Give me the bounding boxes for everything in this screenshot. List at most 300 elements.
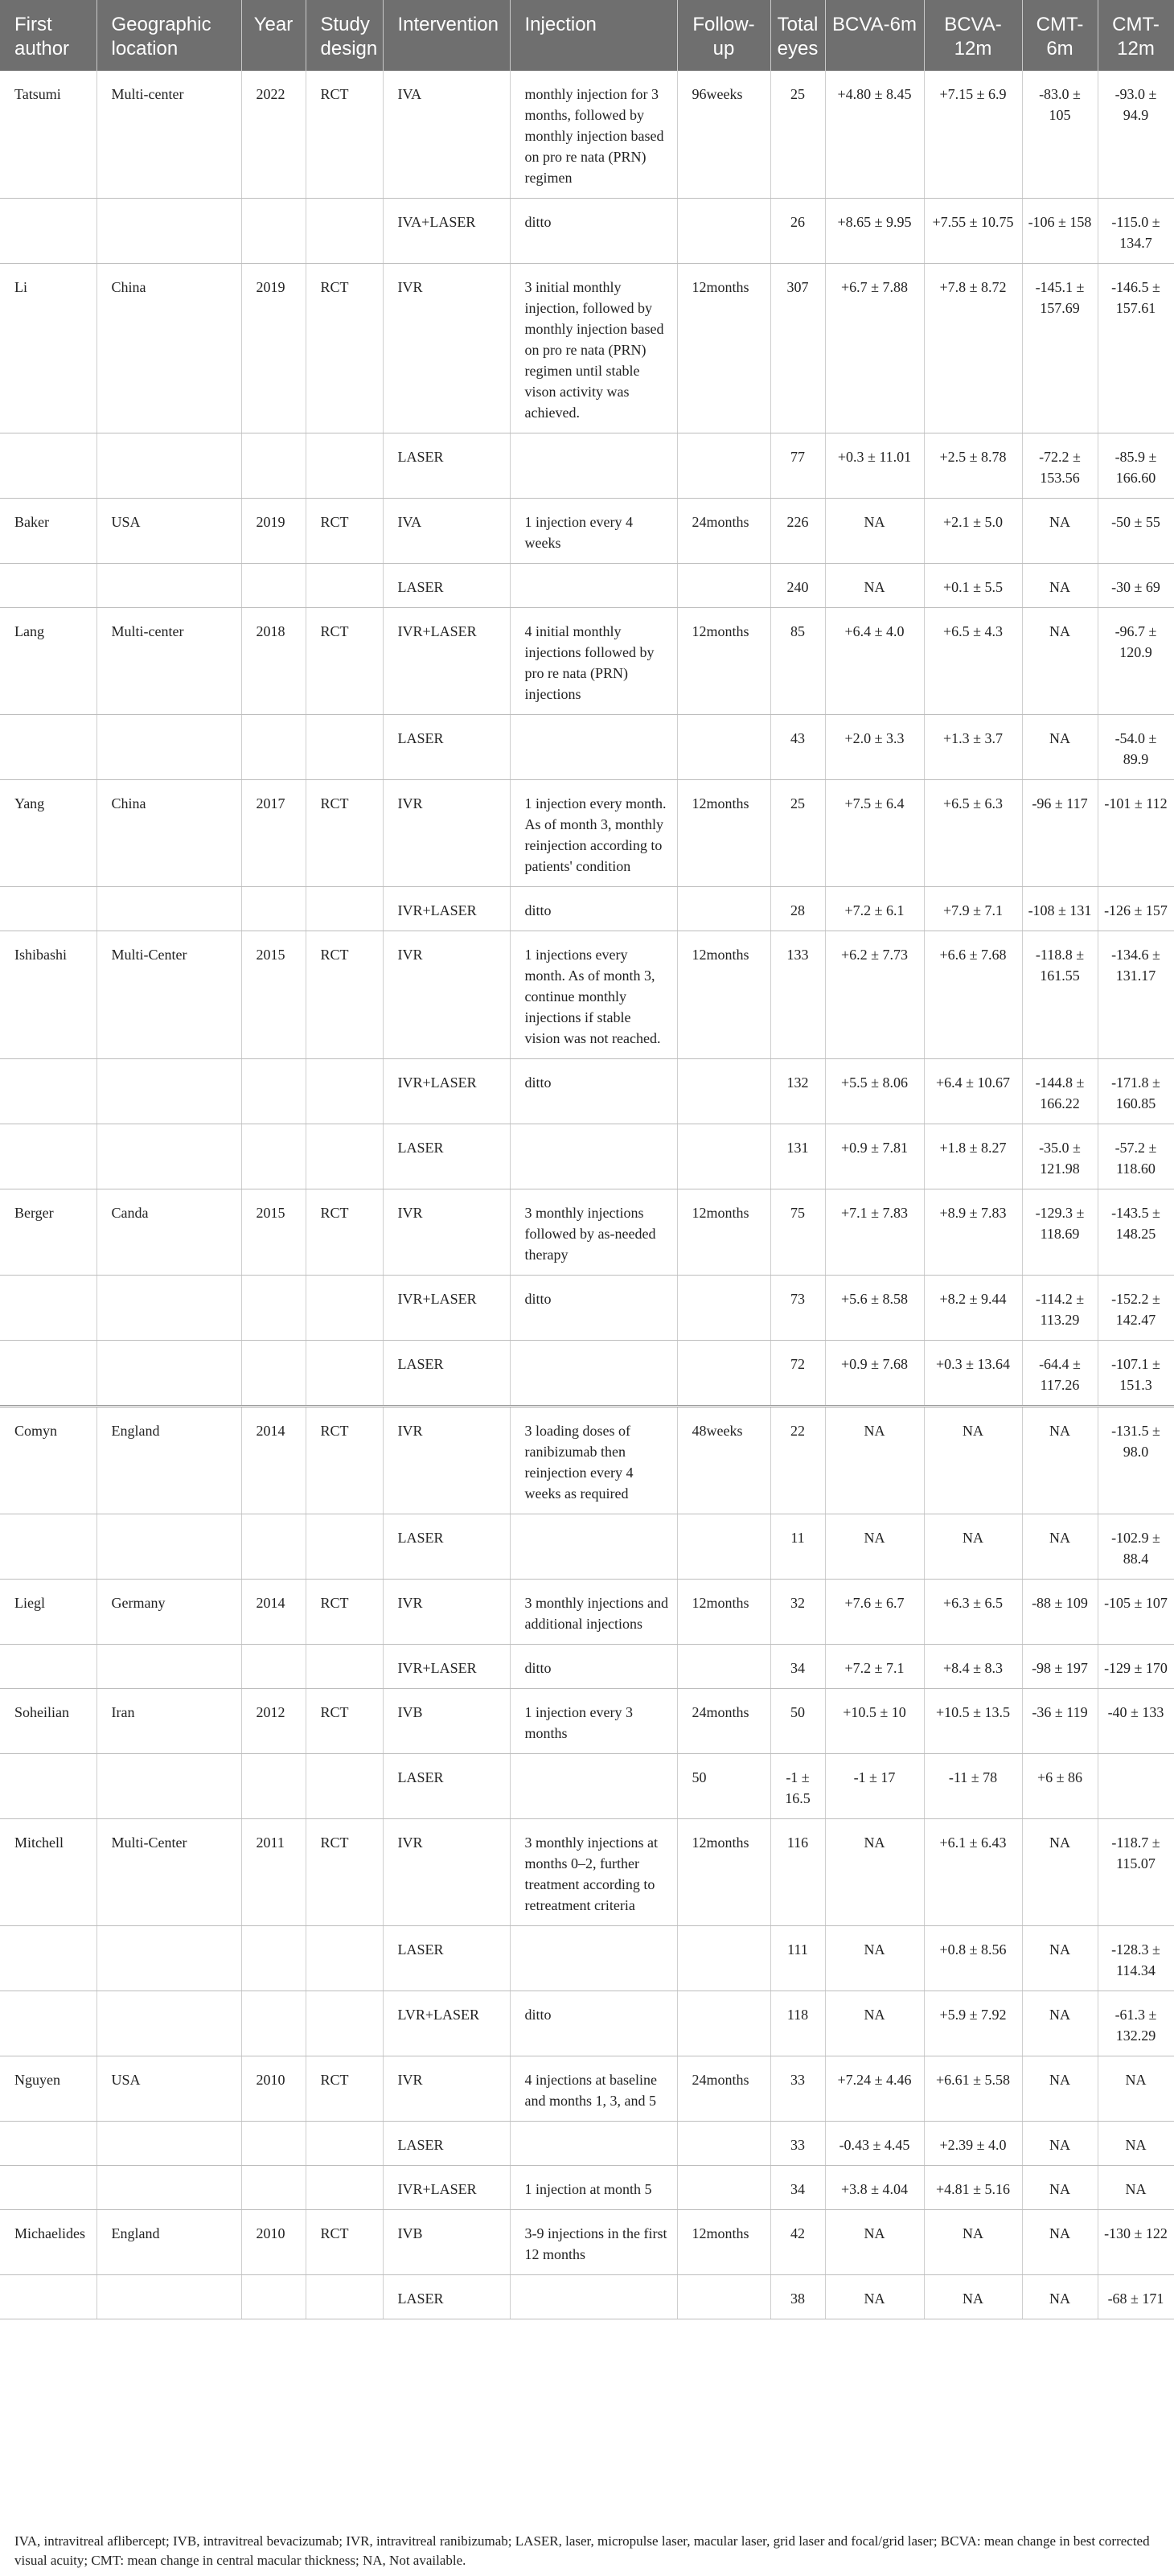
- cell-intervention: IVA: [383, 71, 510, 199]
- cell-design: RCT: [306, 1580, 383, 1645]
- cell-cmt12: -102.9 ± 88.4: [1098, 1514, 1174, 1580]
- cell-year: 2014: [241, 1580, 306, 1645]
- cell-injection: ditto: [510, 1276, 677, 1341]
- cell-year: [241, 715, 306, 780]
- cell-bcva12: +0.1 ± 5.5: [924, 564, 1022, 608]
- cell-cmt6: -129.3 ± 118.69: [1022, 1189, 1098, 1276]
- cell-eyes: 38: [770, 2275, 825, 2319]
- cell-injection: [510, 1341, 677, 1407]
- cell-bcva6: NA: [825, 1991, 924, 2056]
- cell-followup: [677, 1276, 770, 1341]
- cell-location: [96, 564, 241, 608]
- cell-year: [241, 433, 306, 499]
- cell-author: [0, 1059, 96, 1124]
- cell-eyes: 22: [770, 1407, 825, 1514]
- cell-cmt6: NA: [1022, 2056, 1098, 2122]
- cell-bcva6: +4.80 ± 8.45: [825, 71, 924, 199]
- cell-location: [96, 433, 241, 499]
- cell-bcva12: +0.3 ± 13.64: [924, 1341, 1022, 1407]
- cell-bcva12: +7.15 ± 6.9: [924, 71, 1022, 199]
- table-row: [0, 931, 1174, 1059]
- cell-location: USA: [96, 2056, 241, 2122]
- cell-year: [241, 1754, 306, 1819]
- cell-design: [306, 2275, 383, 2319]
- cell-eyes: 240: [770, 564, 825, 608]
- cell-eyes: 73: [770, 1276, 825, 1341]
- cell-bcva6: +8.65 ± 9.95: [825, 199, 924, 264]
- cell-year: 2019: [241, 264, 306, 433]
- cell-followup: 50: [677, 1754, 770, 1819]
- cell-cmt12: -30 ± 69: [1098, 564, 1174, 608]
- cell-cmt12: -131.5 ± 98.0: [1098, 1407, 1174, 1514]
- cell-injection: 3 monthly injections and additional injections: [510, 1580, 677, 1645]
- cell-bcva6: +6.4 ± 4.0: [825, 608, 924, 715]
- cell-author: Baker: [0, 499, 96, 564]
- cell-bcva6: NA: [825, 1819, 924, 1926]
- cell-followup: [677, 1926, 770, 1991]
- cell-location: [96, 1514, 241, 1580]
- cell-cmt12: -93.0 ± 94.9: [1098, 71, 1174, 199]
- cell-bcva12: +6.61 ± 5.58: [924, 2056, 1022, 2122]
- cell-author: Mitchell: [0, 1819, 96, 1926]
- cell-cmt6: -145.1 ± 157.69: [1022, 264, 1098, 433]
- cell-bcva12: +2.1 ± 5.0: [924, 499, 1022, 564]
- cell-cmt6: NA: [1022, 2122, 1098, 2166]
- table-row: [0, 715, 1174, 780]
- cell-cmt6: NA: [1022, 1407, 1098, 1514]
- cell-year: [241, 199, 306, 264]
- table-row: [0, 780, 1174, 887]
- cell-cmt12: -68 ± 171: [1098, 2275, 1174, 2319]
- cell-bcva12: +8.9 ± 7.83: [924, 1189, 1022, 1276]
- cell-followup: [677, 199, 770, 264]
- cell-author: Li: [0, 264, 96, 433]
- table-row: [0, 499, 1174, 564]
- cell-bcva6: +7.2 ± 7.1: [825, 1645, 924, 1689]
- cell-cmt6: NA: [1022, 2275, 1098, 2319]
- cell-intervention: IVR: [383, 780, 510, 887]
- cell-design: [306, 2122, 383, 2166]
- cell-intervention: LASER: [383, 1341, 510, 1407]
- cell-design: RCT: [306, 1407, 383, 1514]
- cell-bcva12: +5.9 ± 7.92: [924, 1991, 1022, 2056]
- cell-location: Multi-center: [96, 71, 241, 199]
- cell-year: [241, 1514, 306, 1580]
- cell-year: 2019: [241, 499, 306, 564]
- cell-cmt6: NA: [1022, 608, 1098, 715]
- cell-author: Michaelides: [0, 2210, 96, 2275]
- cell-intervention: IVB: [383, 1689, 510, 1754]
- cell-year: [241, 887, 306, 931]
- cell-cmt12: -130 ± 122: [1098, 2210, 1174, 2275]
- cell-cmt6: NA: [1022, 1514, 1098, 1580]
- cell-cmt6: NA: [1022, 2210, 1098, 2275]
- column-header: BCVA-12m: [924, 0, 1022, 71]
- cell-bcva6: +7.5 ± 6.4: [825, 780, 924, 887]
- cell-followup: 24months: [677, 499, 770, 564]
- cell-followup: [677, 1341, 770, 1407]
- cell-year: [241, 2122, 306, 2166]
- cell-author: [0, 1514, 96, 1580]
- cell-design: RCT: [306, 71, 383, 199]
- cell-followup: [677, 2166, 770, 2210]
- cell-bcva6: NA: [825, 499, 924, 564]
- cell-bcva6: +7.24 ± 4.46: [825, 2056, 924, 2122]
- cell-injection: [510, 715, 677, 780]
- cell-bcva12: NA: [924, 1407, 1022, 1514]
- cell-injection: 1 injection every 4 weeks: [510, 499, 677, 564]
- cell-injection: 3 initial monthly injection, followed by monthly injection based on pro re nata (PRN) regimen until stable vison activity was achieved.: [510, 264, 677, 433]
- cell-author: [0, 1124, 96, 1189]
- table-row: [0, 433, 1174, 499]
- cell-location: [96, 1341, 241, 1407]
- cell-bcva6: +0.9 ± 7.68: [825, 1341, 924, 1407]
- cell-eyes: 226: [770, 499, 825, 564]
- cell-intervention: LASER: [383, 564, 510, 608]
- cell-bcva12: +6.5 ± 4.3: [924, 608, 1022, 715]
- cell-bcva6: +10.5 ± 10: [825, 1689, 924, 1754]
- cell-eyes: 26: [770, 199, 825, 264]
- cell-followup: [677, 564, 770, 608]
- cell-intervention: IVR: [383, 931, 510, 1059]
- cell-author: [0, 1926, 96, 1991]
- cell-design: [306, 1341, 383, 1407]
- cell-bcva6: NA: [825, 1926, 924, 1991]
- cell-design: [306, 433, 383, 499]
- cell-intervention: IVR+LASER: [383, 2166, 510, 2210]
- cell-eyes: 77: [770, 433, 825, 499]
- cell-year: 2011: [241, 1819, 306, 1926]
- cell-year: 2018: [241, 608, 306, 715]
- cell-bcva6: +2.0 ± 3.3: [825, 715, 924, 780]
- cell-author: [0, 1276, 96, 1341]
- cell-eyes: 85: [770, 608, 825, 715]
- cell-injection: 1 injection every 3 months: [510, 1689, 677, 1754]
- cell-cmt6: NA: [1022, 499, 1098, 564]
- cell-year: [241, 2166, 306, 2210]
- cell-cmt6: -106 ± 158: [1022, 199, 1098, 264]
- cell-cmt12: NA: [1098, 2122, 1174, 2166]
- cell-year: [241, 564, 306, 608]
- cell-intervention: LASER: [383, 1754, 510, 1819]
- cell-bcva12: -11 ± 78: [924, 1754, 1022, 1819]
- cell-bcva12: +2.5 ± 8.78: [924, 433, 1022, 499]
- cell-location: [96, 1926, 241, 1991]
- cell-bcva6: -1 ± 17: [825, 1754, 924, 1819]
- cell-location: [96, 1754, 241, 1819]
- cell-followup: 12months: [677, 780, 770, 887]
- cell-bcva6: +6.7 ± 7.88: [825, 264, 924, 433]
- cell-cmt6: -83.0 ± 105: [1022, 71, 1098, 199]
- table-row: [0, 1341, 1174, 1407]
- cell-bcva12: +10.5 ± 13.5: [924, 1689, 1022, 1754]
- cell-cmt12: -152.2 ± 142.47: [1098, 1276, 1174, 1341]
- cell-followup: 12months: [677, 608, 770, 715]
- cell-cmt6: -88 ± 109: [1022, 1580, 1098, 1645]
- cell-intervention: LASER: [383, 2122, 510, 2166]
- cell-author: Liegl: [0, 1580, 96, 1645]
- table-row: [0, 1189, 1174, 1276]
- cell-eyes: 42: [770, 2210, 825, 2275]
- cell-design: RCT: [306, 2056, 383, 2122]
- cell-injection: 3 loading doses of ranibizumab then reinjection every 4 weeks as required: [510, 1407, 677, 1514]
- cell-cmt6: -64.4 ± 117.26: [1022, 1341, 1098, 1407]
- cell-eyes: 43: [770, 715, 825, 780]
- cell-injection: monthly injection for 3 months, followed by monthly injection based on pro re nata (PRN) regimen: [510, 71, 677, 199]
- cell-eyes: 32: [770, 1580, 825, 1645]
- cell-location: [96, 1645, 241, 1689]
- cell-followup: [677, 1514, 770, 1580]
- cell-cmt6: NA: [1022, 2166, 1098, 2210]
- cell-author: [0, 2122, 96, 2166]
- cell-intervention: IVR: [383, 1407, 510, 1514]
- cell-injection: 3 monthly injections at months 0–2, further treatment according to retreatment criteria: [510, 1819, 677, 1926]
- cell-year: [241, 1124, 306, 1189]
- cell-intervention: IVR+LASER: [383, 608, 510, 715]
- cell-followup: [677, 887, 770, 931]
- table-row: [0, 1124, 1174, 1189]
- table-row: [0, 264, 1174, 433]
- cell-bcva6: +0.9 ± 7.81: [825, 1124, 924, 1189]
- cell-injection: 1 injections every month. As of month 3, continue monthly injections if stable vision was not reached.: [510, 931, 677, 1059]
- cell-location: Germany: [96, 1580, 241, 1645]
- cell-cmt6: -114.2 ± 113.29: [1022, 1276, 1098, 1341]
- table-row: [0, 1514, 1174, 1580]
- cell-author: [0, 2166, 96, 2210]
- cell-bcva12: +2.39 ± 4.0: [924, 2122, 1022, 2166]
- cell-cmt12: -96.7 ± 120.9: [1098, 608, 1174, 715]
- cell-author: [0, 1991, 96, 2056]
- cell-cmt12: -118.7 ± 115.07: [1098, 1819, 1174, 1926]
- cell-intervention: LASER: [383, 433, 510, 499]
- cell-year: 2012: [241, 1689, 306, 1754]
- cell-author: Soheilian: [0, 1689, 96, 1754]
- column-header: Year: [241, 0, 306, 71]
- cell-injection: ditto: [510, 887, 677, 931]
- column-header: Total eyes: [770, 0, 825, 71]
- cell-cmt12: -57.2 ± 118.60: [1098, 1124, 1174, 1189]
- column-header: Study design: [306, 0, 383, 71]
- table-row: [0, 1276, 1174, 1341]
- cell-design: [306, 2166, 383, 2210]
- cell-design: RCT: [306, 1689, 383, 1754]
- cell-eyes: 25: [770, 71, 825, 199]
- cell-eyes: 25: [770, 780, 825, 887]
- cell-eyes: 307: [770, 264, 825, 433]
- cell-eyes: 133: [770, 931, 825, 1059]
- column-header: CMT-12m: [1098, 0, 1174, 71]
- cell-location: Canda: [96, 1189, 241, 1276]
- cell-year: 2010: [241, 2056, 306, 2122]
- cell-injection: [510, 2275, 677, 2319]
- cell-followup: 12months: [677, 931, 770, 1059]
- cell-cmt12: -54.0 ± 89.9: [1098, 715, 1174, 780]
- cell-location: Iran: [96, 1689, 241, 1754]
- cell-cmt12: -134.6 ± 131.17: [1098, 931, 1174, 1059]
- cell-bcva6: NA: [825, 2275, 924, 2319]
- cell-eyes: 34: [770, 2166, 825, 2210]
- cell-location: [96, 2122, 241, 2166]
- cell-author: [0, 715, 96, 780]
- cell-location: China: [96, 264, 241, 433]
- cell-location: [96, 199, 241, 264]
- cell-cmt12: -143.5 ± 148.25: [1098, 1189, 1174, 1276]
- table-row: [0, 564, 1174, 608]
- cell-bcva6: +6.2 ± 7.73: [825, 931, 924, 1059]
- cell-author: [0, 1341, 96, 1407]
- cell-cmt6: -36 ± 119: [1022, 1689, 1098, 1754]
- cell-cmt12: -171.8 ± 160.85: [1098, 1059, 1174, 1124]
- cell-followup: 96weeks: [677, 71, 770, 199]
- cell-eyes: 11: [770, 1514, 825, 1580]
- cell-cmt6: NA: [1022, 1991, 1098, 2056]
- cell-design: [306, 1276, 383, 1341]
- cell-intervention: IVR+LASER: [383, 1276, 510, 1341]
- cell-injection: 1 injection every month. As of month 3, monthly reinjection according to patients' condition: [510, 780, 677, 887]
- table-body: [0, 71, 1174, 2319]
- cell-eyes: 132: [770, 1059, 825, 1124]
- cell-followup: [677, 1059, 770, 1124]
- cell-location: England: [96, 1407, 241, 1514]
- table-row: [0, 199, 1174, 264]
- cell-bcva12: +1.3 ± 3.7: [924, 715, 1022, 780]
- cell-intervention: LASER: [383, 715, 510, 780]
- cell-followup: [677, 2122, 770, 2166]
- table-header-row: [0, 0, 1174, 71]
- cell-eyes: 34: [770, 1645, 825, 1689]
- cell-injection: [510, 1514, 677, 1580]
- cell-injection: 1 injection at month 5: [510, 2166, 677, 2210]
- cell-followup: 12months: [677, 1580, 770, 1645]
- cell-injection: [510, 433, 677, 499]
- cell-cmt12: NA: [1098, 2166, 1174, 2210]
- cell-author: [0, 2275, 96, 2319]
- cell-injection: [510, 2122, 677, 2166]
- cell-cmt6: -72.2 ± 153.56: [1022, 433, 1098, 499]
- cell-eyes: 111: [770, 1926, 825, 1991]
- column-header: First author: [0, 0, 96, 71]
- cell-cmt6: NA: [1022, 1819, 1098, 1926]
- cell-location: [96, 2166, 241, 2210]
- cell-followup: 48weeks: [677, 1407, 770, 1514]
- cell-location: China: [96, 780, 241, 887]
- cell-eyes: 118: [770, 1991, 825, 2056]
- column-header: Injection: [510, 0, 677, 71]
- cell-design: RCT: [306, 931, 383, 1059]
- cell-followup: 12months: [677, 2210, 770, 2275]
- table-row: [0, 2122, 1174, 2166]
- cell-design: [306, 1514, 383, 1580]
- cell-eyes: 28: [770, 887, 825, 931]
- cell-bcva6: +3.8 ± 4.04: [825, 2166, 924, 2210]
- cell-year: 2017: [241, 780, 306, 887]
- cell-bcva6: NA: [825, 2210, 924, 2275]
- table-row: [0, 1991, 1174, 2056]
- cell-author: [0, 199, 96, 264]
- cell-cmt6: NA: [1022, 1926, 1098, 1991]
- cell-injection: 4 initial monthly injections followed by pro re nata (PRN) injections: [510, 608, 677, 715]
- cell-followup: [677, 2275, 770, 2319]
- cell-injection: [510, 1754, 677, 1819]
- cell-followup: [677, 1991, 770, 2056]
- cell-bcva12: +7.9 ± 7.1: [924, 887, 1022, 931]
- cell-eyes: -1 ± 16.5: [770, 1754, 825, 1819]
- column-header: BCVA-6m: [825, 0, 924, 71]
- cell-intervention: LASER: [383, 1926, 510, 1991]
- cell-bcva12: +0.8 ± 8.56: [924, 1926, 1022, 1991]
- cell-cmt12: -101 ± 112: [1098, 780, 1174, 887]
- cell-injection: [510, 1926, 677, 1991]
- cell-year: [241, 2275, 306, 2319]
- cell-cmt6: -98 ± 197: [1022, 1645, 1098, 1689]
- table-row: [0, 1819, 1174, 1926]
- cell-design: [306, 199, 383, 264]
- cell-bcva12: +6.4 ± 10.67: [924, 1059, 1022, 1124]
- cell-location: Multi-center: [96, 608, 241, 715]
- cell-author: Berger: [0, 1189, 96, 1276]
- cell-injection: 4 injections at baseline and months 1, 3, and 5: [510, 2056, 677, 2122]
- cell-intervention: IVA+LASER: [383, 199, 510, 264]
- cell-intervention: IVR: [383, 1819, 510, 1926]
- cell-intervention: LASER: [383, 2275, 510, 2319]
- table-row: [0, 1645, 1174, 1689]
- cell-author: [0, 1645, 96, 1689]
- cell-design: [306, 1926, 383, 1991]
- cell-cmt12: -126 ± 157: [1098, 887, 1174, 931]
- cell-bcva12: NA: [924, 1514, 1022, 1580]
- cell-author: Lang: [0, 608, 96, 715]
- table-row: [0, 1580, 1174, 1645]
- column-header: Follow-up: [677, 0, 770, 71]
- cell-bcva6: NA: [825, 1514, 924, 1580]
- cell-injection: ditto: [510, 1991, 677, 2056]
- cell-followup: 24months: [677, 2056, 770, 2122]
- cell-year: 2022: [241, 71, 306, 199]
- cell-cmt12: -105 ± 107: [1098, 1580, 1174, 1645]
- cell-intervention: LVR+LASER: [383, 1991, 510, 2056]
- cell-design: [306, 1991, 383, 2056]
- cell-design: RCT: [306, 1189, 383, 1276]
- cell-intervention: IVR: [383, 1189, 510, 1276]
- cell-cmt12: -129 ± 170: [1098, 1645, 1174, 1689]
- cell-bcva12: +1.8 ± 8.27: [924, 1124, 1022, 1189]
- table-footnote: IVA, intravitreal aflibercept; IVB, intravitreal bevacizumab; IVR, intravitreal ranibizumab; LASER, laser, micropulse laser, macular laser, grid laser and focal/grid laser; BCVA: mean change in best corrected visual acuity; CMT: mean change in central macular thickness; NA, Not available.: [14, 2533, 1150, 2568]
- cell-location: [96, 2275, 241, 2319]
- cell-injection: 3-9 injections in the first 12 months: [510, 2210, 677, 2275]
- cell-injection: [510, 564, 677, 608]
- cell-design: [306, 1754, 383, 1819]
- cell-year: [241, 1341, 306, 1407]
- cell-cmt12: -50 ± 55: [1098, 499, 1174, 564]
- cell-cmt12: NA: [1098, 2056, 1174, 2122]
- cell-cmt12: -85.9 ± 166.60: [1098, 433, 1174, 499]
- cell-year: [241, 1645, 306, 1689]
- cell-bcva6: NA: [825, 1407, 924, 1514]
- cell-author: [0, 433, 96, 499]
- cell-design: RCT: [306, 780, 383, 887]
- cell-cmt12: -40 ± 133: [1098, 1689, 1174, 1754]
- table-row: [0, 1059, 1174, 1124]
- cell-bcva12: NA: [924, 2210, 1022, 2275]
- cell-bcva6: +7.2 ± 6.1: [825, 887, 924, 931]
- cell-followup: 12months: [677, 264, 770, 433]
- cell-design: RCT: [306, 264, 383, 433]
- cell-design: [306, 1124, 383, 1189]
- cell-intervention: IVR: [383, 1580, 510, 1645]
- cell-eyes: 75: [770, 1189, 825, 1276]
- cell-design: RCT: [306, 1819, 383, 1926]
- cell-cmt12: -128.3 ± 114.34: [1098, 1926, 1174, 1991]
